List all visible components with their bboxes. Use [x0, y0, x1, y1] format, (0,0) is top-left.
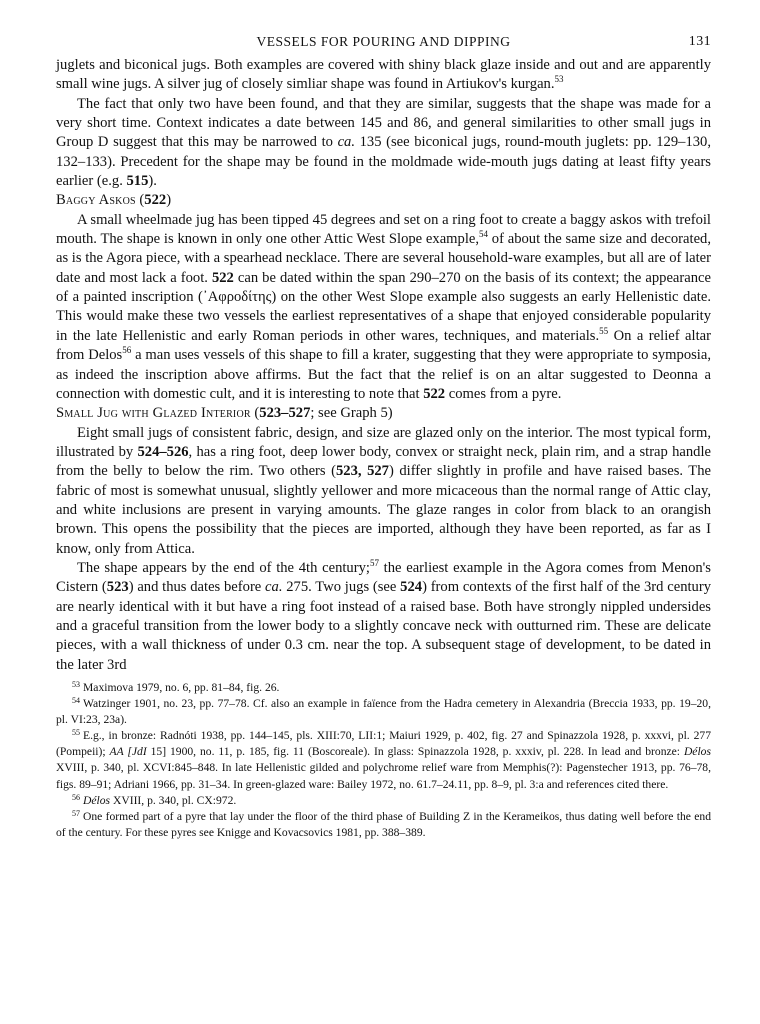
catalogue-ref: 524	[400, 579, 423, 596]
catalogue-ref: 515	[126, 173, 149, 190]
footnote-56: $^{56}$ Délos XVIII, p. 340, pl. CX:972.	[72, 792, 237, 807]
paragraph: Eight small jugs of consistent fabric, design, and size are glazed only on the interior. The most typical form, illustrated by 524–526, has a ring foot, deep lower body, convex or straight neck, plain rim, and a strap handle from the belly to below the rim. Two others (523, 527) differ slightly in profile and have raised bases. The fabric of most is somewhat unusual, slightly yellower and more micaceous than the normal range of Attic clay, and white inclusions are present in varying amounts. The glaze ranges in color from black to an orangish brown. This opens the possibility that the pieces are imported, although they have been reported, as far as I know, only from Attica.	[56, 424, 711, 557]
footnote-ref[interactable]: 56	[122, 345, 132, 356]
catalogue-ref: 522	[211, 269, 234, 286]
catalogue-ref: 522	[423, 385, 446, 402]
footnote-ref[interactable]: 55	[599, 325, 609, 336]
footnote-ref[interactable]: 53	[554, 74, 564, 85]
page-header	[56, 34, 711, 56]
catalogue-ref: 523	[106, 579, 129, 596]
footnote-53: $^{53}$ Maximova 1979, no. 6, pp. 81–84, fig. 26.	[72, 680, 280, 694]
footnote-ref[interactable]: 54	[479, 229, 489, 240]
page	[56, 34, 711, 841]
footnotes	[56, 680, 711, 841]
body-text	[56, 56, 711, 675]
catalogue-ref: 523, 527	[335, 463, 389, 480]
paragraph-continued: juglets and biconical jugs. Both examples are covered with shiny black glaze inside and out and are apparently small wine jugs. A silver jug of closely simliar shape was found in Artiukov's kurgan.$^{53}$	[56, 57, 711, 93]
section-heading-small-jug: Small Jug with Glazed Interior (523–527; see Graph 5)	[56, 405, 393, 422]
catalogue-ref: 524–526	[137, 443, 189, 460]
footnote-ref[interactable]: 57	[369, 557, 379, 568]
footnote-54: $^{54}$ Watzinger 1901, no. 23, pp. 77–78. Cf. also an example in faïence from the Hadra cemetery in Alexandria (Breccia 1933, pp. 19–20, pl. VI:23, 23a).	[56, 696, 711, 727]
section-heading-baggy-askos: Baggy Askos (522)	[56, 192, 172, 209]
paragraph: A small wheelmade jug has been tipped 45 degrees and set on a ring foot to create a baggy askos with trefoil mouth. The shape is known in only one other Attic West Slope example,$^{54}$ of about the same size and decorated, as is the Agora piece, with a spearhead necklace. There are several household-ware examples, but all are of later date and most lack a foot. 522 can be dated within the span 290–270 on the basis of its context; the appearance of a painted inscription (᾿Αφροδίτης) on the other West Slope example also suggests an early Hellenistic date. This would make these two vessels the earliest representatives of a shape that enjoyed considerable popularity in the late Hellenistic and early Roman periods in other wares, techniques, and materials.$^{55}$ On a relief altar from Delos$^{56}$ a man uses vessels of this shape to fill a krater, suggesting that they were appropriate to symposia, as indeed the inscription above affirms. But the fact that the relief is on an altar suggested to Deonna a connection with domestic cult, and it is interesting to note that 522 comes from a pyre.	[56, 211, 711, 402]
page-number: 131	[688, 34, 711, 49]
footnote-57: $^{57}$ One formed part of a pyre that lay under the floor of the third phase of Building Z in the Kerameikos, thus dating well before the end of the century. For these pyres see Knigge and Kovacsovics 1981, pp. 388–389.	[56, 808, 711, 839]
running-head: VESSELS FOR POURING AND DIPPING	[256, 34, 511, 49]
paragraph: The fact that only two have been found, and that they are similar, suggests that the shape was made for a very short time. Context indicates a date between 145 and 86, and general similarities to other small jugs in Group D suggest that this may be narrowed to ca. 135 (see biconical jugs, round-mouth juglets: pp. 129–130, 132–133). Precedent for the shape may be found in the moldmade wide-mouth jugs dating at least fifty years earlier (e.g. 515).	[56, 95, 711, 190]
paragraph: The shape appears by the end of the 4th century;$^{57}$ the earliest example in the Agora comes from Menon's Cistern (523) and thus dates before ca. 275. Two jugs (see 524) from contexts of the first half of the 3rd century are nearly identical with it but have a ring foot instead of a raised base. Both have strongly nippled undersides and a graceful transition from the lower body to a slightly concave neck with outturned rim. These are delicate pieces, with a wall thickness of under 0.3 cm. near the top. A subsequent stage of development, to be dated in the later 3rd	[56, 557, 711, 673]
footnote-55: $^{55}$ E.g., in bronze: Radnóti 1938, pp. 144–145, pls. XIII:70, LII:1; Maiuri 1929, p. 402, fig. 27 and Spinazzola 1928, p. xxxvi, pl. 277 (Pompeii); AA [JdI 15] 1900, no. 11, p. 185, fig. 11 (Boscoreale). In glass: Spinazzola 1928, p. xxxiv, pl. 228. In lead and bronze: Délos XVIII, p. 340, pl. XCVI:845–848. In late Hellenistic gilded and polychrome relief ware from Memphis(?): Pagenstecher 1913, pp. 76–78, figs. 89–91; Adriani 1966, pp. 31–34. In green-glazed ware: Bailey 1972, no. 61.7–24.11, pp. 8–9, pl. 3:a and references cited there.	[56, 728, 711, 791]
